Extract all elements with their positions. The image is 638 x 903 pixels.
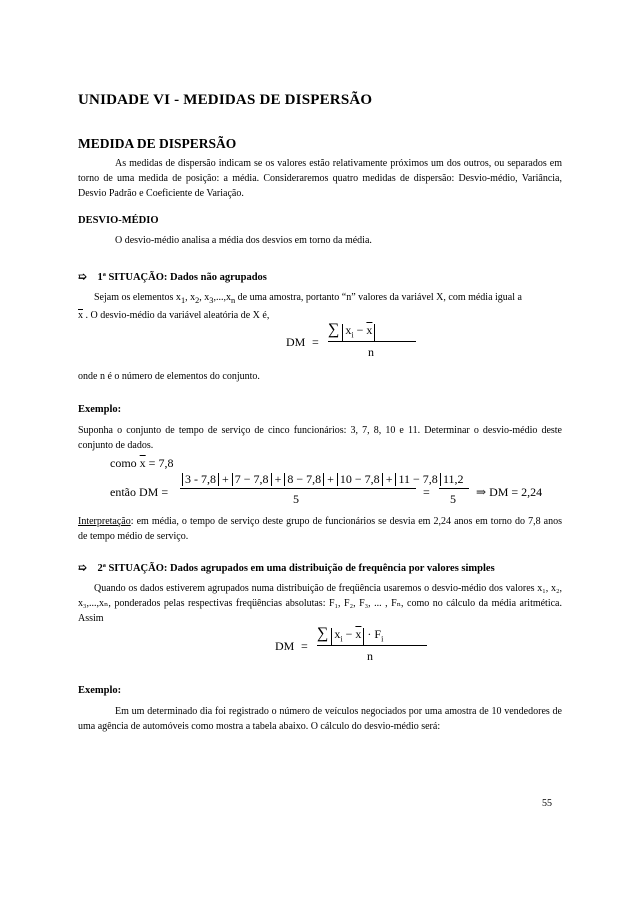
arrow-icon: ➯ <box>78 272 87 283</box>
case1-heading: 1ª SITUAÇÃO: Dados não agrupados <box>97 272 267 283</box>
page-number: 55 <box>542 798 552 809</box>
section-heading: MEDIDA DE DISPERSÃO <box>78 136 237 151</box>
case2-heading-row <box>78 562 495 574</box>
desvio-heading: DESVIO-MÉDIO <box>78 215 159 226</box>
case1-heading-row <box>78 271 267 283</box>
case1-note: onde n é o número de elementos do conjunto. <box>78 371 260 382</box>
case1-text: Sejam os elementos $x_1$, $x_2$, $x_3,...,x_n$ de uma amostra, portanto “n” valores da variável X, com média igual a $\overline{x}$ . O desvio-médio da variável aleatória de X é, <box>78 292 522 321</box>
section-intro: As medidas de dispersão indicam se os valores estão relativamente próximos um dos outros, ou separados em torno de uma medida de posição: a média. Consideraremos quatro medidas de dispersão: Desvio-médio, Variância, Desvio Padrão e Coeficiente de Variação. <box>78 158 562 199</box>
example1-calc: então DM = 3 - 7,8 + 7 − 7,8 + 8 − 7,8 + 10 − 7,8 + 11 − 7,8 5 = 11,2 5 ⇒ DM = 2,24 <box>110 472 543 506</box>
example1-text: Suponha o conjunto de tempo de serviço de cinco funcionários: 3, 7, 8, 10 e 11. Determinar o desvio-médio deste conjunto de dados. <box>78 425 562 451</box>
case2-heading: 2ª SITUAÇÃO: Dados agrupados em uma distribuição de frequência por valores simples <box>97 563 495 574</box>
example1-label: Exemplo: <box>78 404 122 415</box>
desvio-text: O desvio-médio analisa a média dos desvios em torno da média. <box>115 235 372 246</box>
page-title: UNIDADE VI - MEDIDAS DE DISPERSÃO <box>78 92 373 108</box>
case2-text: Quando os dados estiverem agrupados numa distribuição de freqüência usaremos o desvio-médio dos valores x₁, x₂, x₃,...,xₙ, ponderados pelas respectivas freqüências absolutas: F₁, F₂, F₃, ... , Fₙ, como no cálculo da média aritmética. Assim <box>78 583 562 624</box>
arrow-icon: ➯ <box>78 563 87 574</box>
example1-como: como $\overline{x} = 7,8$ <box>110 456 174 470</box>
example2-label: Exemplo: <box>78 685 122 696</box>
example1-interpretation: Interpretação: em média, o tempo de serviço deste grupo de funcionários se desvia em 2,24 anos em torno do 7,8 anos de tempo médio de serviço. <box>78 516 562 542</box>
example2-text: Em um determinado dia foi registrado o número de veículos negociados por uma amostra de 10 vendedores de uma agência de automóveis como mostra a tabela abaixo. O cálculo do desvio-médio será: <box>78 706 562 732</box>
